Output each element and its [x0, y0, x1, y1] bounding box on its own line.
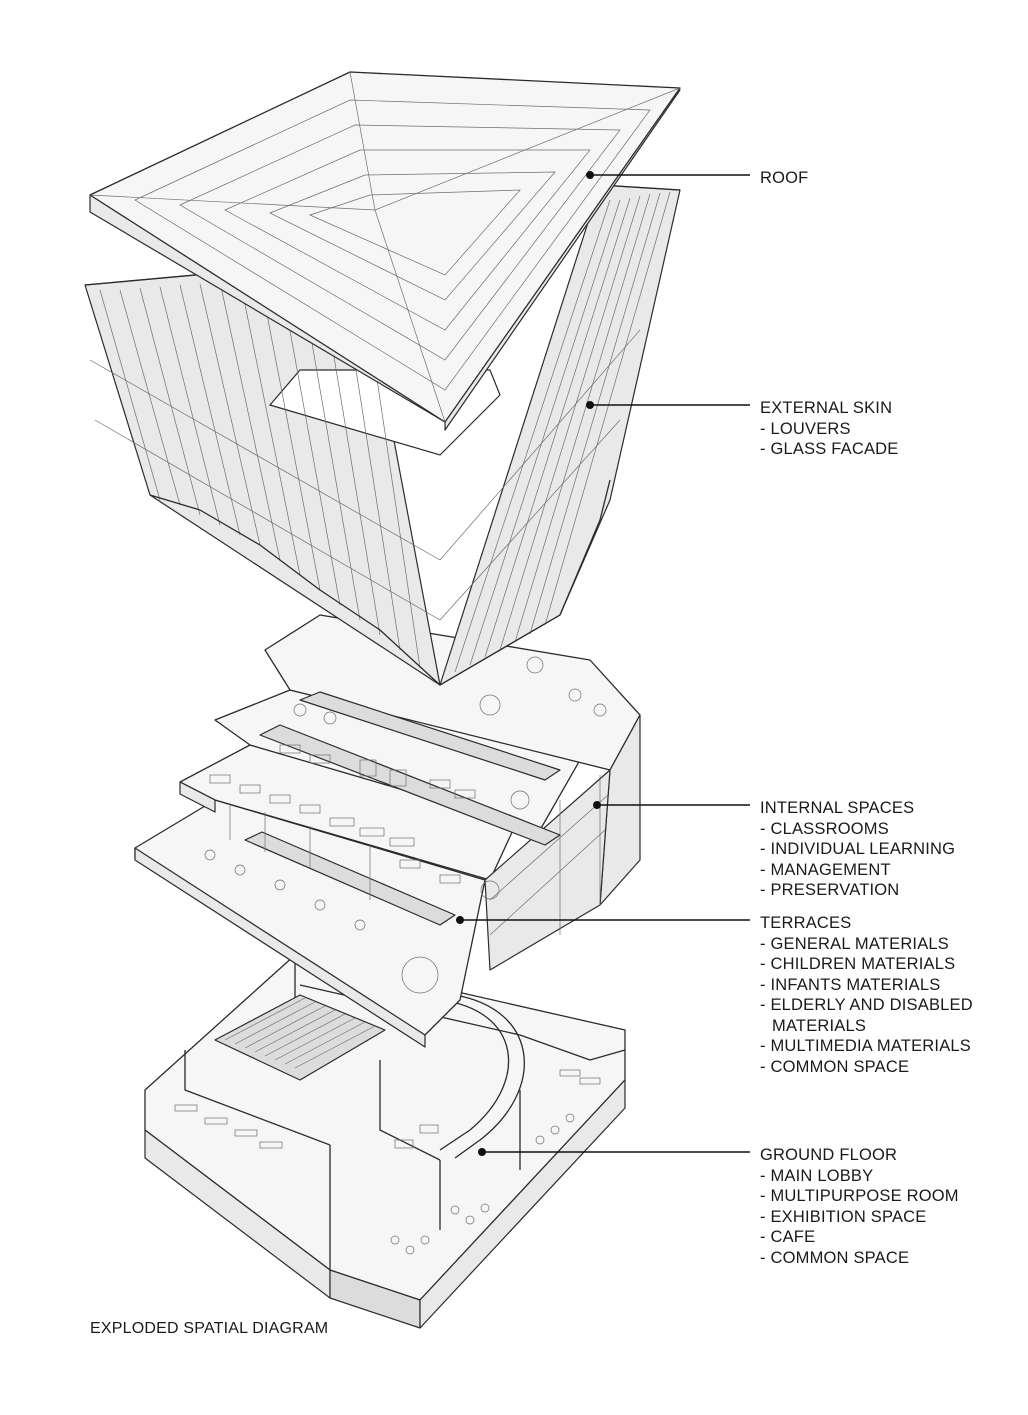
label-ground-floor-item: - COMMON SPACE	[760, 1248, 910, 1267]
label-terraces	[760, 913, 973, 1077]
label-internal-spaces-item: - PRESERVATION	[760, 881, 900, 899]
label-terraces-item: - CHILDREN MATERIALS	[760, 955, 956, 973]
diagram-caption: EXPLODED SPATIAL DIAGRAM	[90, 1320, 329, 1337]
label-terraces-item: - GENERAL MATERIALS	[760, 934, 950, 953]
label-external-skin-item: - GLASS FACADE	[760, 440, 899, 458]
label-external-skin-item: - LOUVERS	[760, 419, 851, 438]
label-ground-floor-item: - CAFE	[760, 1228, 816, 1246]
label-internal-spaces-item: - MANAGEMENT	[760, 860, 891, 879]
label-internal-spaces-item: - INDIVIDUAL LEARNING	[760, 840, 956, 858]
label-internal-spaces-item: - CLASSROOMS	[760, 819, 889, 838]
label-terraces-title: TERRACES	[760, 914, 852, 932]
label-ground-floor-title: GROUND FLOOR	[760, 1146, 898, 1164]
label-roof-line: ROOF	[760, 169, 809, 187]
label-ground-floor-item: - MAIN LOBBY	[760, 1166, 874, 1185]
label-terraces-item: - MULTIMEDIA MATERIALS	[760, 1037, 971, 1055]
terraces-stack	[135, 615, 640, 1047]
label-terraces-item: - COMMON SPACE	[760, 1057, 910, 1076]
label-terraces-item-continued: MATERIALS	[772, 1016, 867, 1035]
label-terraces-item: - INFANTS MATERIALS	[760, 975, 941, 994]
label-ground-floor-item: - EXHIBITION SPACE	[760, 1207, 927, 1226]
label-external-skin	[760, 398, 899, 460]
label-internal-spaces-title: INTERNAL SPACES	[760, 799, 915, 817]
label-roof	[760, 168, 808, 189]
label-ground-floor	[760, 1145, 959, 1268]
label-external-skin-title: EXTERNAL SKIN	[760, 399, 893, 417]
label-terraces-item: - ELDERLY AND DISABLED	[760, 996, 973, 1014]
label-ground-floor-item: - MULTIPURPOSE ROOM	[760, 1187, 959, 1205]
label-internal-spaces	[760, 798, 955, 901]
